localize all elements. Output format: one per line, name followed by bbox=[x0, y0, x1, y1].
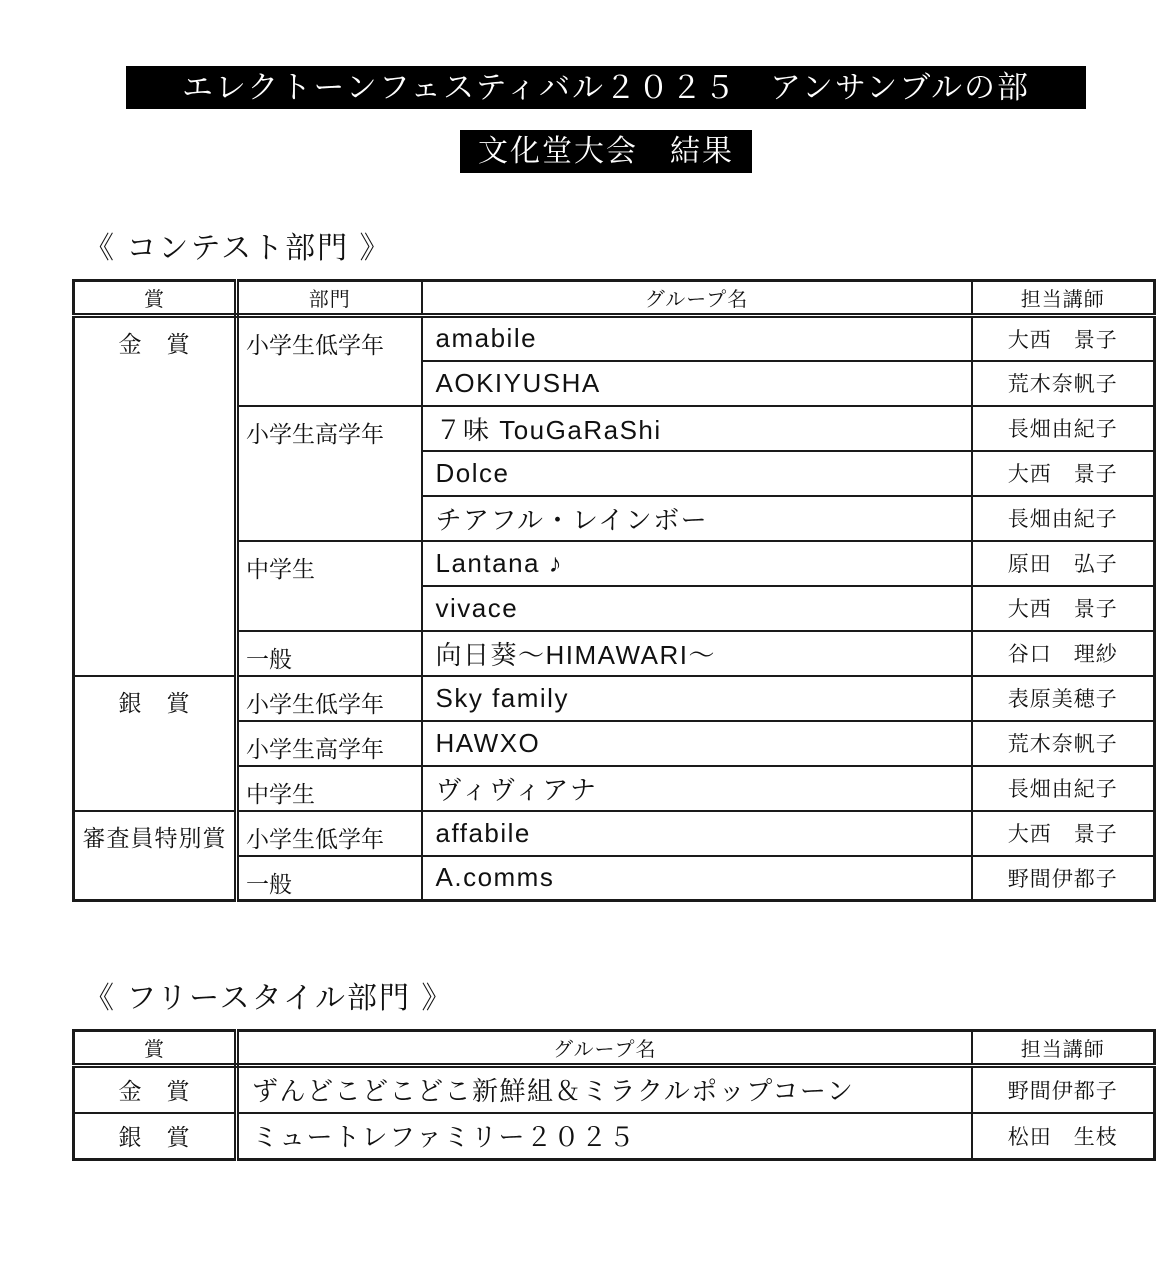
instructor-cell: 大西 景子 bbox=[972, 451, 1155, 496]
result-row bbox=[74, 766, 1155, 811]
award-cell: 審査員特別賞 bbox=[74, 811, 237, 901]
group-name-cell: ７味 TouGaRaShi bbox=[422, 406, 972, 451]
column-header-division: 部門 bbox=[237, 281, 422, 316]
result-row bbox=[74, 1113, 1155, 1160]
group-name-cell: Lantana ♪ bbox=[422, 541, 972, 586]
contest-header-row bbox=[74, 281, 1155, 316]
division-cell: 中学生 bbox=[237, 766, 422, 811]
instructor-cell: 原田 弘子 bbox=[972, 541, 1155, 586]
instructor-cell: 大西 景子 bbox=[972, 316, 1155, 361]
result-row bbox=[74, 316, 1155, 361]
group-name-cell: HAWXO bbox=[422, 721, 972, 766]
group-name-cell: チアフル・レインボー bbox=[422, 496, 972, 541]
column-header-group-name: グループ名 bbox=[422, 281, 972, 316]
title-banner: エレクトーンフェスティバル２０２５ アンサンブルの部 bbox=[126, 66, 1086, 109]
instructor-cell: 野間伊都子 bbox=[972, 1066, 1155, 1113]
instructor-cell: 谷口 理紗 bbox=[972, 631, 1155, 676]
group-name-cell: affabile bbox=[422, 811, 972, 856]
group-name-cell: ヴィヴィアナ bbox=[422, 766, 972, 811]
result-row bbox=[74, 406, 1155, 451]
division-cell: 小学生低学年 bbox=[237, 316, 422, 406]
instructor-cell: 松田 生枝 bbox=[972, 1113, 1155, 1160]
freestyle-header-row bbox=[74, 1031, 1155, 1066]
group-name-cell: ずんどこどこどこ新鮮組＆ミラクルポップコーン bbox=[237, 1066, 972, 1113]
result-row bbox=[74, 811, 1155, 856]
column-header-award: 賞 bbox=[74, 1031, 237, 1066]
group-name-cell: A.comms bbox=[422, 856, 972, 901]
division-cell: 中学生 bbox=[237, 541, 422, 631]
result-row bbox=[74, 721, 1155, 766]
result-row bbox=[74, 1066, 1155, 1113]
award-cell: 銀 賞 bbox=[74, 676, 237, 811]
instructor-cell: 荒木奈帆子 bbox=[972, 361, 1155, 406]
freestyle-section-heading: 《 フリースタイル部門 》 bbox=[84, 982, 454, 1015]
instructor-cell: 表原美穂子 bbox=[972, 676, 1155, 721]
result-row bbox=[74, 856, 1155, 901]
instructor-cell: 長畑由紀子 bbox=[972, 406, 1155, 451]
instructor-cell: 長畑由紀子 bbox=[972, 496, 1155, 541]
group-name-cell: amabile bbox=[422, 316, 972, 361]
group-name-cell: vivace bbox=[422, 586, 972, 631]
group-name-cell: Sky family bbox=[422, 676, 972, 721]
division-cell: 小学生高学年 bbox=[237, 721, 422, 766]
division-cell: 一般 bbox=[237, 856, 422, 901]
division-cell: 小学生低学年 bbox=[237, 676, 422, 721]
column-header-instructor: 担当講師 bbox=[972, 1031, 1155, 1066]
column-header-award: 賞 bbox=[74, 281, 237, 316]
instructor-cell: 荒木奈帆子 bbox=[972, 721, 1155, 766]
result-row bbox=[74, 541, 1155, 586]
instructor-cell: 長畑由紀子 bbox=[972, 766, 1155, 811]
subtitle-banner: 文化堂大会 結果 bbox=[460, 130, 752, 173]
contest-results-table bbox=[72, 279, 1156, 902]
division-cell: 一般 bbox=[237, 631, 422, 676]
division-cell: 小学生高学年 bbox=[237, 406, 422, 541]
group-name-cell: ミュートレファミリー２０２５ bbox=[237, 1113, 972, 1160]
result-row bbox=[74, 631, 1155, 676]
group-name-cell: Dolce bbox=[422, 451, 972, 496]
division-cell: 小学生低学年 bbox=[237, 811, 422, 856]
column-header-instructor: 担当講師 bbox=[972, 281, 1155, 316]
award-cell: 銀 賞 bbox=[74, 1113, 237, 1160]
group-name-cell: 向日葵～HIMAWARI～ bbox=[422, 631, 972, 676]
group-name-cell: AOKIYUSHA bbox=[422, 361, 972, 406]
award-cell: 金 賞 bbox=[74, 1066, 237, 1113]
freestyle-results-table bbox=[72, 1029, 1156, 1161]
instructor-cell: 大西 景子 bbox=[972, 811, 1155, 856]
instructor-cell: 大西 景子 bbox=[972, 586, 1155, 631]
contest-section-heading: 《 コンテスト部門 》 bbox=[84, 232, 392, 265]
result-row bbox=[74, 676, 1155, 721]
award-cell: 金 賞 bbox=[74, 316, 237, 676]
column-header-group-name: グループ名 bbox=[237, 1031, 972, 1066]
instructor-cell: 野間伊都子 bbox=[972, 856, 1155, 901]
